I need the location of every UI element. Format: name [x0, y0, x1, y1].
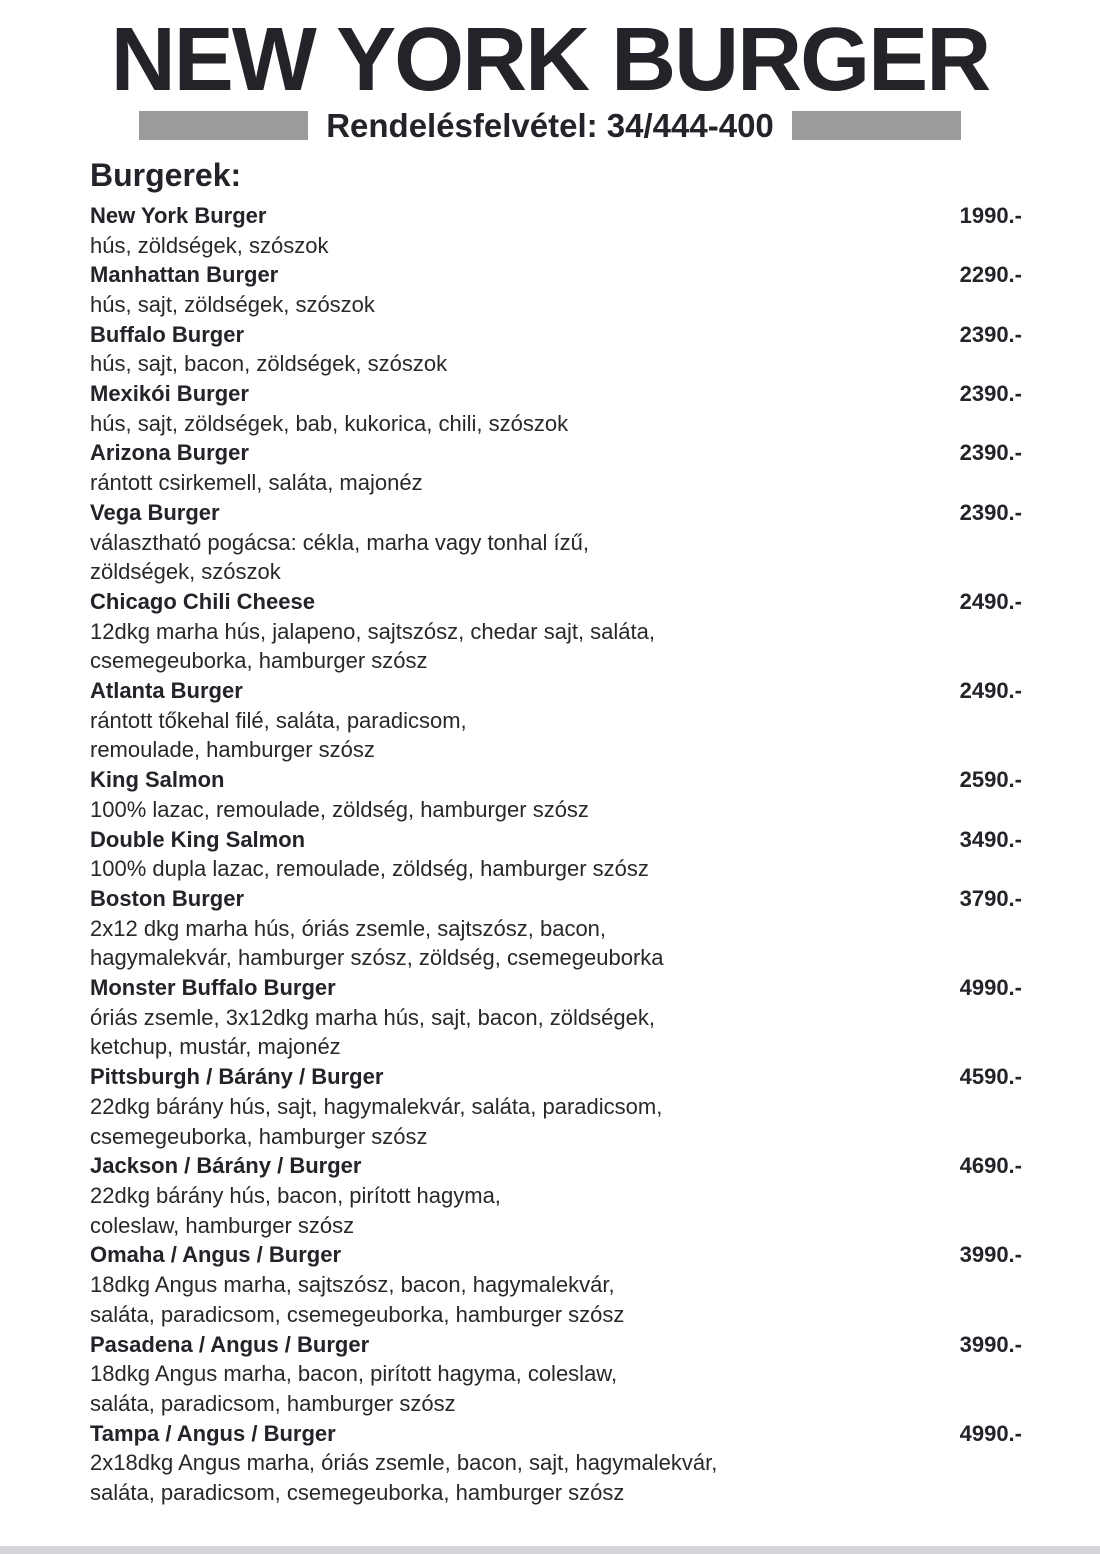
menu-item-name: Jackson / Bárány / Burger: [90, 1153, 362, 1179]
menu-item-description: hús, zöldségek, szószok: [90, 232, 329, 258]
menu-item-price: 2290.-: [959, 262, 1022, 288]
menu-item-price: 4990.-: [959, 1420, 1022, 1446]
menu-item-head: [90, 884, 1022, 914]
menu-item-price: 2490.-: [959, 678, 1022, 704]
order-phone-row: [0, 107, 1100, 145]
menu-item-head: [90, 260, 1022, 290]
menu-item-head: [90, 765, 1022, 795]
menu-item-description: rántott tőkehal filé, saláta, paradicsom,: [90, 707, 467, 733]
menu-item-price: 2490.-: [959, 588, 1022, 614]
menu-item-name: Arizona Burger: [90, 440, 249, 466]
menu-item: [90, 201, 1022, 260]
menu-item: [90, 1419, 1022, 1508]
restaurant-title: NEW YORK BURGER: [110, 10, 990, 110]
menu-item-price: 4590.-: [959, 1064, 1022, 1090]
menu-item-name: Pittsburgh / Bárány / Burger: [90, 1064, 384, 1090]
menu-item-description: hús, sajt, bacon, zöldségek, szószok: [90, 351, 448, 377]
menu-item-description: hagymalekvár, hamburger szósz, zöldség, csemegeuborka: [90, 945, 664, 971]
menu-item-name: Vega Burger: [90, 499, 220, 525]
menu-item-price: 2390.-: [959, 499, 1022, 525]
menu-item-name: King Salmon: [90, 767, 225, 793]
menu-item-head: [90, 1240, 1022, 1270]
menu-item-price: 3490.-: [959, 826, 1022, 852]
menu-item-description: saláta, paradicsom, hamburger szósz: [90, 1390, 456, 1416]
menu-item-description: csemegeuborka, hamburger szósz: [90, 648, 428, 674]
menu-item-head: [90, 587, 1022, 617]
menu-item-description: saláta, paradicsom, csemegeuborka, hamburger szósz: [90, 1301, 625, 1327]
menu-item: [90, 587, 1022, 676]
menu-item-name: New York Burger: [90, 202, 267, 228]
menu-item-description: ketchup, mustár, majonéz: [90, 1034, 341, 1060]
menu-item-price: 2390.-: [959, 440, 1022, 466]
menu-item-description: 100% lazac, remoulade, zöldség, hamburger szósz: [90, 796, 589, 822]
menu-item-head: [90, 676, 1022, 706]
menu-item-description: 18dkg Angus marha, bacon, pirított hagyma, coleslaw,: [90, 1361, 618, 1387]
menu-item-name: Omaha / Angus / Burger: [90, 1242, 342, 1268]
menu-item-head: [90, 498, 1022, 528]
section-heading: Burgerek:: [90, 156, 242, 193]
menu-item: [90, 320, 1022, 379]
menu-item-price: 4990.-: [959, 975, 1022, 1001]
menu-item: [90, 438, 1022, 497]
menu-item-description: választható pogácsa: cékla, marha vagy tonhal ízű,: [90, 529, 589, 555]
menu-item-name: Mexikói Burger: [90, 381, 249, 407]
menu-item-description: 12dkg marha hús, jalapeno, sajtszósz, chedar sajt, saláta,: [90, 618, 655, 644]
menu-item-description: 100% dupla lazac, remoulade, zöldség, hamburger szósz: [90, 856, 649, 882]
menu-item-name: Double King Salmon: [90, 826, 306, 852]
menu-item-name: Monster Buffalo Burger: [90, 975, 336, 1001]
menu-item: [90, 825, 1022, 884]
menu-item-name: Atlanta Burger: [90, 678, 243, 704]
menu-item-description: saláta, paradicsom, csemegeuborka, hamburger szósz: [90, 1480, 625, 1506]
menu-item-description: 22dkg bárány hús, sajt, hagymalekvár, saláta, paradicsom,: [90, 1093, 663, 1119]
menu-item: [90, 884, 1022, 973]
menu-item-head: [90, 973, 1022, 1003]
menu-item-name: Chicago Chili Cheese: [90, 588, 315, 614]
menu-item-description: 2x12 dkg marha hús, óriás zsemle, sajtszósz, bacon,: [90, 915, 607, 941]
menu-item-description: rántott csirkemell, saláta, majonéz: [90, 470, 423, 496]
menu-item-name: Buffalo Burger: [90, 321, 244, 347]
menu-item-head: [90, 379, 1022, 409]
menu-item: [90, 1062, 1022, 1151]
menu-item-price: 2390.-: [959, 321, 1022, 347]
menu-item-price: 2390.-: [959, 381, 1022, 407]
menu-item-description: hús, sajt, zöldségek, szószok: [90, 291, 375, 317]
menu-item: [90, 260, 1022, 319]
menu-item-price: 3990.-: [959, 1242, 1022, 1268]
decor-bar-left: [139, 111, 308, 140]
order-phone-label: Rendelésfelvétel: 34/444-400: [326, 106, 774, 144]
menu-item-description: remoulade, hamburger szósz: [90, 737, 375, 763]
menu-item: [90, 765, 1022, 824]
menu-item-head: [90, 320, 1022, 350]
menu-item-description: 18dkg Angus marha, sajtszósz, bacon, hagymalekvár,: [90, 1272, 615, 1298]
menu-item-head: [90, 1151, 1022, 1181]
menu-item: [90, 973, 1022, 1062]
decor-bar-right: [792, 111, 961, 140]
menu-item-description: csemegeuborka, hamburger szósz: [90, 1123, 428, 1149]
next-page-edge: [0, 1546, 1100, 1554]
menu-item-price: 2590.-: [959, 767, 1022, 793]
menu-item: [90, 379, 1022, 438]
menu-item-name: Manhattan Burger: [90, 262, 279, 288]
menu-item: [90, 498, 1022, 587]
menu-item-price: 3990.-: [959, 1331, 1022, 1357]
menu-item-description: 22dkg bárány hús, bacon, pirított hagyma,: [90, 1183, 501, 1208]
menu-item-name: Pasadena / Angus / Burger: [90, 1331, 370, 1357]
menu-item: [90, 1240, 1022, 1329]
menu-item-head: [90, 1330, 1022, 1360]
menu-item-price: 4690.-: [959, 1153, 1022, 1179]
menu-item-head: [90, 1419, 1022, 1449]
menu-item-description: zöldségek, szószok: [90, 559, 281, 585]
menu-item-name: Boston Burger: [90, 885, 244, 911]
menu-item: [90, 1151, 1022, 1240]
menu-item-description: coleslaw, hamburger szósz: [90, 1212, 355, 1238]
menu-item-price: 3790.-: [959, 885, 1022, 911]
menu-item-head: [90, 438, 1022, 468]
menu-item-head: [90, 1062, 1022, 1092]
menu-item-head: [90, 201, 1022, 231]
menu-item-description: hús, sajt, zöldségek, bab, kukorica, chili, szószok: [90, 410, 569, 436]
menu-item: [90, 1330, 1022, 1419]
menu-item-price: 1990.-: [959, 202, 1022, 228]
menu-list: [90, 201, 1022, 1508]
menu-item-head: [90, 825, 1022, 855]
menu-item-description: 2x18dkg Angus marha, óriás zsemle, bacon, sajt, hagymalekvár,: [90, 1450, 718, 1476]
header: [0, 0, 1100, 145]
menu-item-description: óriás zsemle, 3x12dkg marha hús, sajt, bacon, zöldségek,: [90, 1004, 655, 1030]
menu-item-name: Tampa / Angus / Burger: [90, 1420, 336, 1446]
menu-item: [90, 676, 1022, 765]
